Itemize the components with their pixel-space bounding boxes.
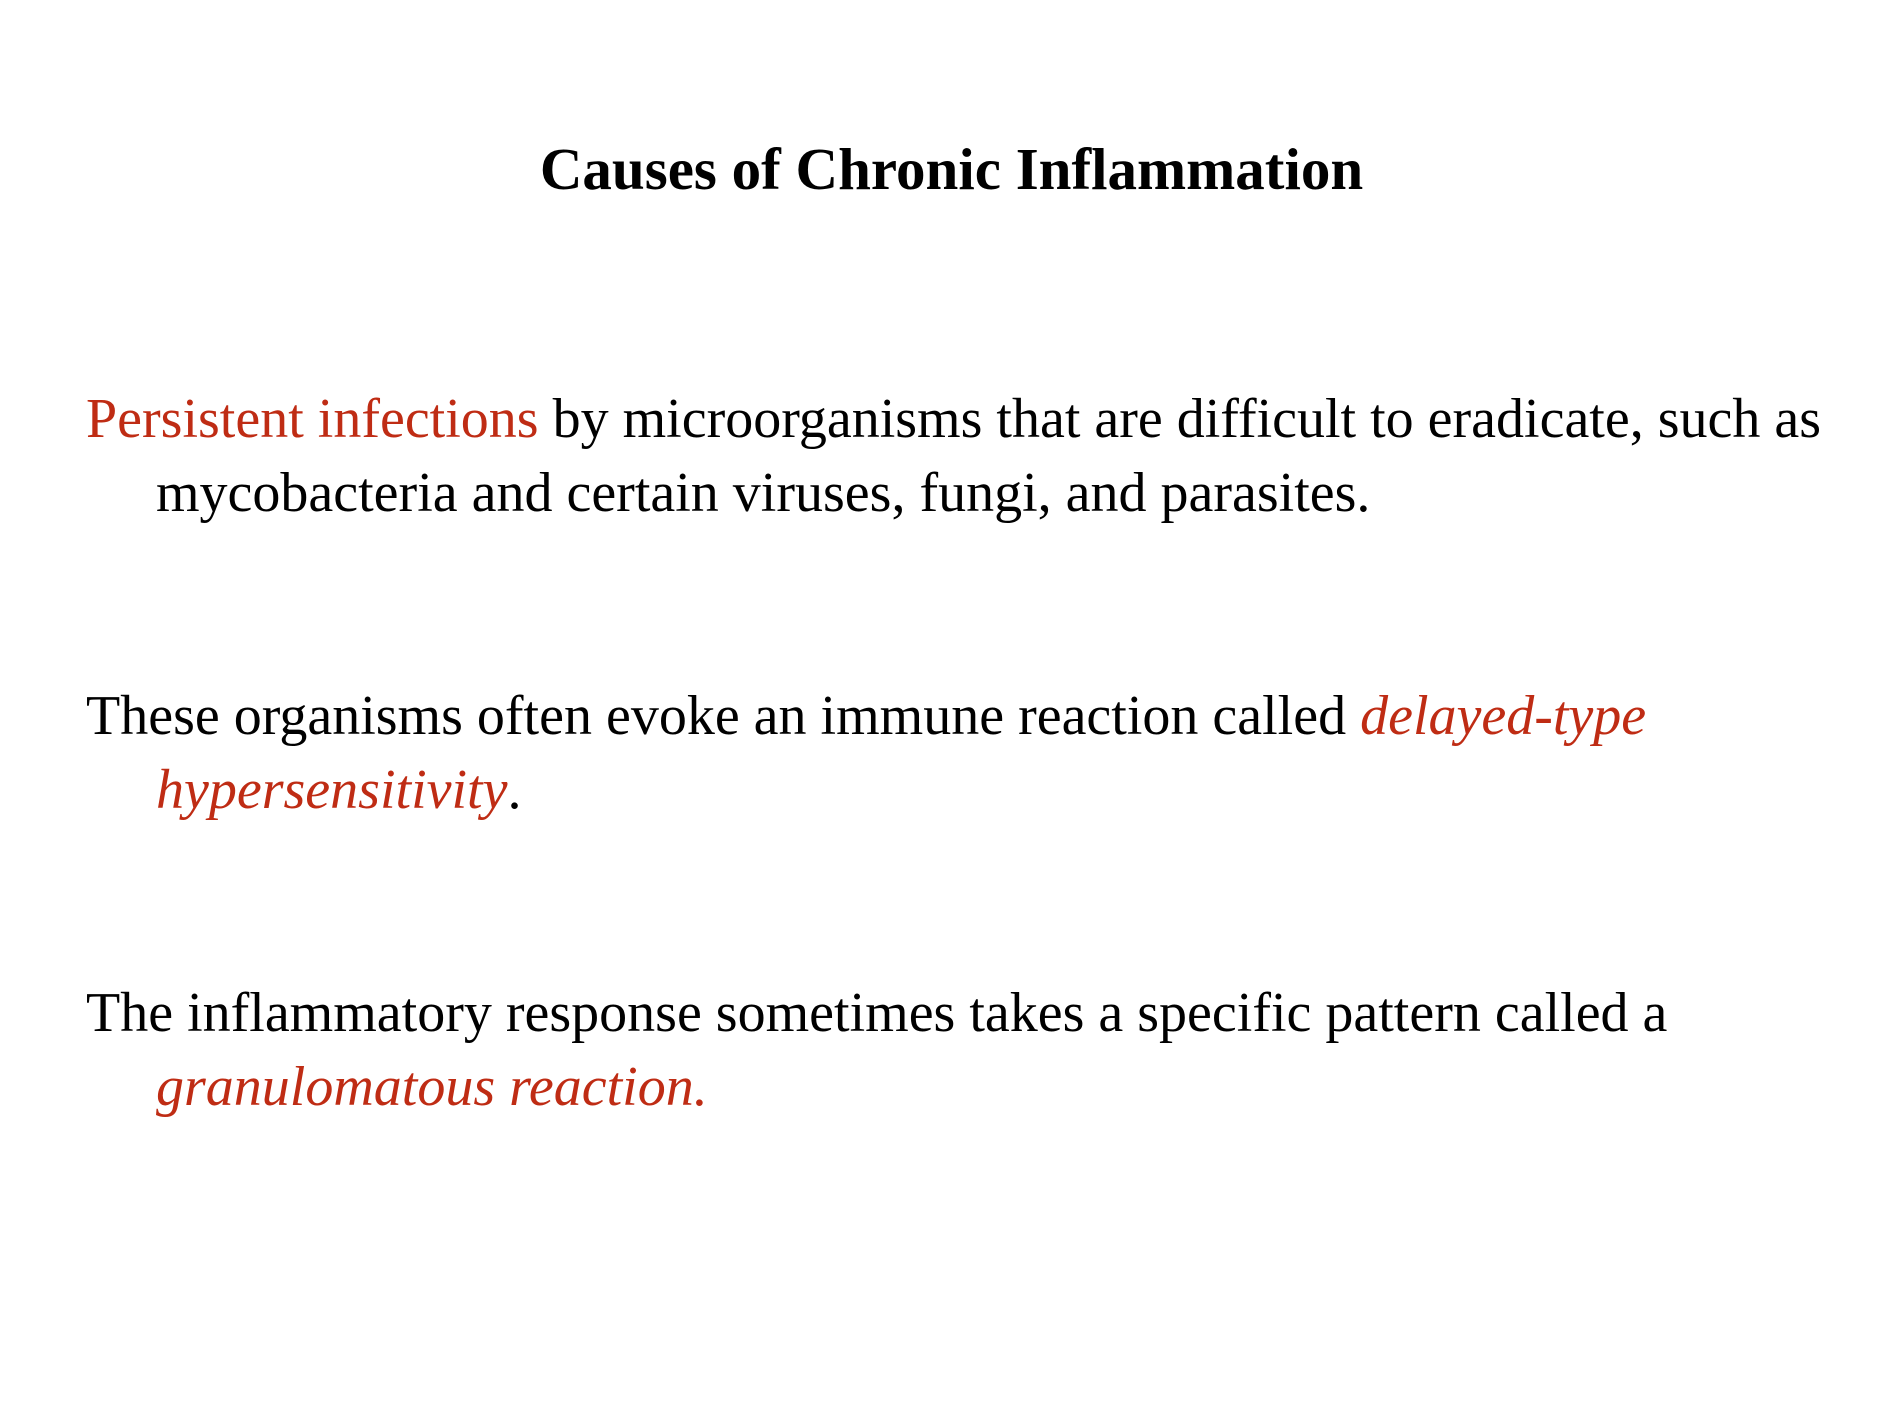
paragraph-text: The inflammatory response sometimes takes a specific pattern called a [86, 982, 1668, 1044]
paragraph-text: by microorganisms that are difficult to eradicate, such as mycobacteria and certain viruses, fungi, and parasites. [156, 388, 1822, 524]
slide-title: Causes of Chronic Inflammation [539, 136, 1364, 202]
paragraph-persistent-infections [86, 382, 1903, 530]
highlight-granulomatous-reaction: granulomatous reaction. [156, 1056, 708, 1118]
highlight-persistent-infections: Persistent infections [86, 388, 539, 450]
paragraph-delayed-hypersensitivity [86, 679, 1903, 827]
highlight-delayed-type-hypersensitivity: delayed-type hypersensitivity [156, 685, 1647, 821]
paragraph-tail: . [507, 759, 522, 821]
paragraph-text: These organisms often evoke an immune reaction called [86, 685, 1361, 747]
paragraph-granulomatous [86, 976, 1903, 1124]
